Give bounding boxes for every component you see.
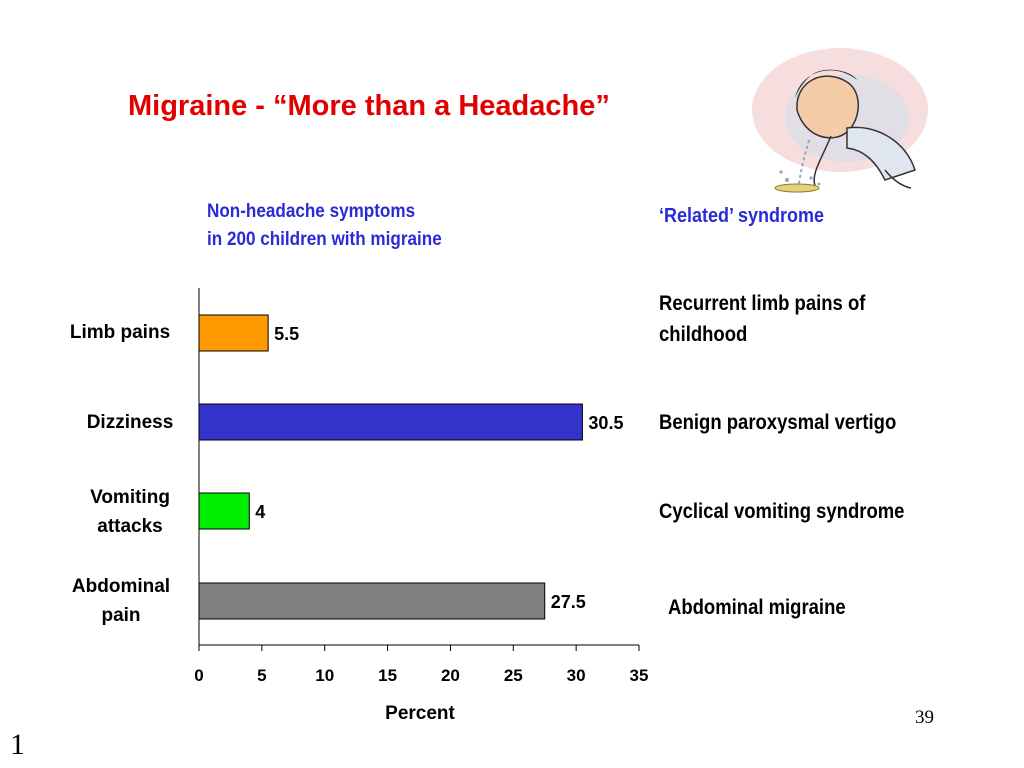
slide-title: Migraine - “More than a Headache”: [128, 90, 610, 122]
category-label-line-2: pain: [101, 605, 141, 626]
page-number: 39: [915, 707, 934, 728]
x-axis-title: Percent: [385, 703, 455, 724]
bar-value-label: 4: [255, 502, 266, 522]
x-tick-label: 25: [503, 666, 523, 685]
bar-value-label: 30.5: [588, 413, 624, 433]
related-syndrome-heading: ‘Related’ syndrome: [659, 205, 825, 227]
category-label-line-2: attacks: [97, 516, 163, 537]
bar-value-label: 5.5: [274, 324, 300, 344]
x-tick-label: 35: [629, 666, 649, 685]
bar: [199, 583, 545, 619]
bar-value-label: 27.5: [550, 592, 586, 612]
syndrome-line-1: Benign paroxysmal vertigo: [659, 411, 897, 434]
category-label-line-1: Dizziness: [86, 412, 174, 433]
syndrome-line-1: Abdominal migraine: [668, 596, 846, 619]
x-tick-label: 30: [566, 666, 586, 685]
bar: [199, 315, 268, 351]
x-tick-label: 5: [257, 666, 267, 685]
x-tick-label: 0: [194, 666, 204, 685]
category-label-line-1: Limb pains: [69, 322, 171, 343]
bar: [199, 404, 582, 440]
syndrome-line-1: Recurrent limb pains of: [659, 292, 866, 315]
category-label-line-1: Abdominal: [71, 576, 171, 597]
bar: [199, 493, 249, 529]
corner-number: 1: [10, 728, 25, 761]
x-tick-label: 20: [440, 666, 460, 685]
category-label-line-1: Vomiting: [90, 487, 170, 508]
sick-man-vomiting-illustration-icon: [735, 40, 935, 200]
chart-subtitle-line-1: Non-headache symptoms: [207, 201, 416, 222]
x-tick-label: 15: [378, 666, 398, 685]
chart-subtitle-line-2: in 200 children with migraine: [207, 229, 442, 250]
syndrome-line-1: Cyclical vomiting syndrome: [659, 500, 905, 523]
x-tick-label: 10: [315, 666, 335, 685]
syndrome-line-2: childhood: [659, 323, 748, 346]
